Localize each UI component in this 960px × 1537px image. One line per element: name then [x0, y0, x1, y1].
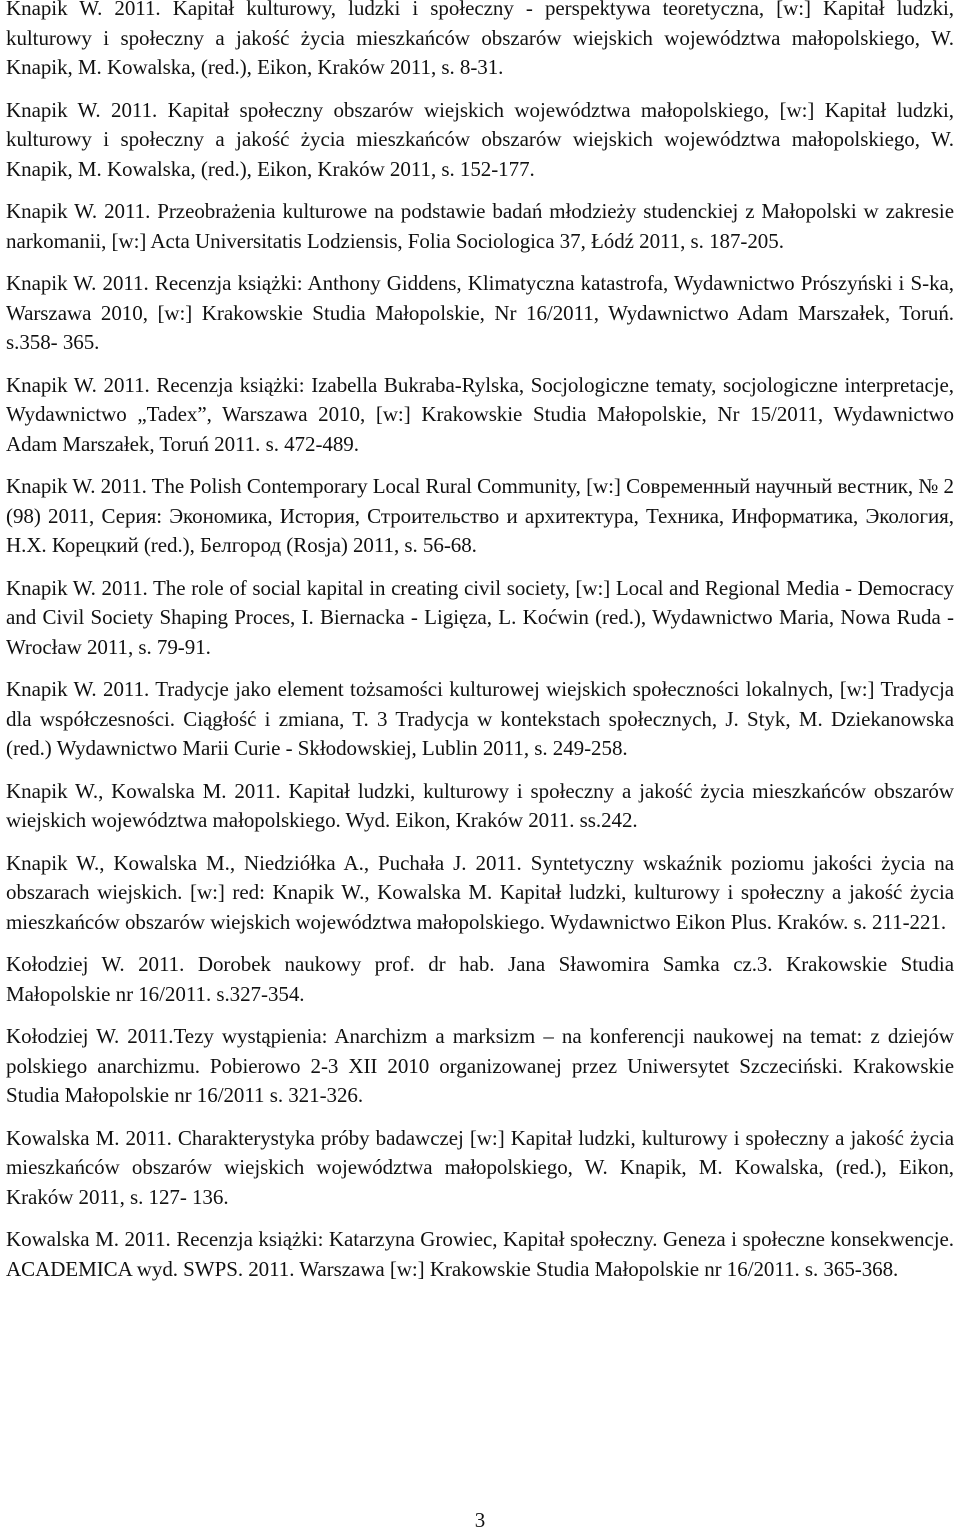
bibliography-entry: Knapik W. 2011. Recenzja książki: Anthony Giddens, Klimatyczna katastrofa, Wydawnictwo Prószyński i S-ka, Warszawa 2010, [w:] Krakowskie Studia Małopolskie, Nr 16/2011, Wydawnictwo Adam Marszałek, Toruń. s.358- 365.	[6, 271, 954, 354]
bibliography-list	[6, 0, 954, 1297]
bibliography-entry: Knapik W. 2011. The role of social kapital in creating civil society, [w:] Local and Regional Media - Democracy and Civil Society Shaping Proces, I. Biernacka - Ligięza, L. Koćwin (red.), Wydawnictwo Maria, Nowa Ruda - Wrocław 2011, s. 79-91.	[6, 575, 954, 659]
bibliography-entry: Kowalska M. 2011. Recenzja książki: Katarzyna Growiec, Kapitał społeczny. Geneza i społeczne konsekwencje. ACADEMICA wyd. SWPS. 2011. Warszawa [w:] Krakowskie Studia Małopolskie nr 16/2011. s. 365-368.	[6, 1227, 954, 1281]
page-number: 3	[474, 1508, 486, 1532]
bibliography-entry: Kołodziej W. 2011. Dorobek naukowy prof. dr hab. Jana Sławomira Samka cz.3. Krakowskie Studia Małopolskie nr 16/2011. s.327-354.	[6, 952, 954, 1006]
bibliography-entry: Knapik W., Kowalska M. 2011. Kapitał ludzki, kulturowy i społeczny a jakość życia mieszkańców obszarów wiejskich województwa małopolskiego. Wyd. Eikon, Kraków 2011. ss.242.	[6, 778, 954, 832]
bibliography-entry: Knapik W. 2011. Przeobrażenia kulturowe na podstawie badań młodzieży studenckiej z Małopolski w zakresie narkomanii, [w:] Acta Universitatis Lodziensis, Folia Sociologica 37, Łódź 2011, s. 187-205.	[6, 199, 954, 253]
bibliography-entry: Knapik W., Kowalska M., Niedziółka A., Puchała J. 2011. Syntetyczny wskaźnik poziomu jakości życia na obszarach wiejskich. [w:] red: Knapik W., Kowalska M. Kapitał ludzki, kulturowy i społeczny a jakość życia mieszkańców obszarów wiejskich województwa małopolskiego. Wydawnictwo Eikon Plus. Kraków. s. 211-221.	[6, 850, 954, 934]
bibliography-entry: Knapik W. 2011. Kapitał kulturowy, ludzki i społeczny - perspektywa teoretyczna, [w:] Kapitał ludzki, kulturowy i społeczny a jakość życia mieszkańców obszarów wiejskich województwa małopolskiego, W. Knapik, M. Kowalska, (red.), Eikon, Kraków 2011, s. 8-31.	[6, 0, 954, 79]
bibliography-entry: Knapik W. 2011. Tradycje jako element tożsamości kulturowej wiejskich społeczności lokalnych, [w:] Tradycja dla współczesności. Ciągłość i zmiana, T. 3 Tradycja w kontekstach społecznych, J. Styk, M. Dziekanowska (red.) Wydawnictwo Marii Curie - Skłodowskiej, Lublin 2011, s. 249-258.	[6, 677, 954, 760]
bibliography-entry: Kołodziej W. 2011.Tezy wystąpienia: Anarchizm a marksizm – na konferencji naukowej na temat: z dziejów polskiego anarchizmu. Pobierowo 2-3 XII 2010 organizowanej przez Uniwersytet Szczeciński. Krakowskie Studia Małopolskie nr 16/2011 s. 321-326.	[6, 1024, 954, 1107]
bibliography-entry: Kowalska M. 2011. Charakterystyka próby badawczej [w:] Kapitał ludzki, kulturowy i społeczny a jakość życia mieszkańców obszarów wiejskich województwa małopolskiego, W. Knapik, M. Kowalska, (red.), Eikon, Kraków 2011, s. 127- 136.	[6, 1125, 954, 1209]
bibliography-entry: Knapik W. 2011. Kapitał społeczny obszarów wiejskich województwa małopolskiego, [w:] Kapitał ludzki, kulturowy i społeczny a jakość życia mieszkańców obszarów wiejskich województwa małopolskiego, W. Knapik, M. Kowalska, (red.), Eikon, Kraków 2011, s. 152-177.	[6, 97, 954, 181]
bibliography-entry: Knapik W. 2011. Recenzja książki: Izabella Bukraba-Rylska, Socjologiczne tematy, socjologiczne interpretacje, Wydawnictwo „Tadex”, Warszawa 2010, [w:] Krakowskie Studia Małopolskie, Nr 15/2011, Wydawnictwo Adam Marszałek, Toruń 2011. s. 472-489.	[6, 372, 954, 456]
bibliography-entry: Knapik W. 2011. The Polish Contemporary Local Rural Community, [w:] Современный научный вестник, № 2 (98) 2011, Серия: Экономика, История, Строительство и архитектура, Техника, Информатика, Экология, Н.Х. Корецкий (red.), Белгород (Rosja) 2011, s. 56-68.	[6, 474, 954, 557]
